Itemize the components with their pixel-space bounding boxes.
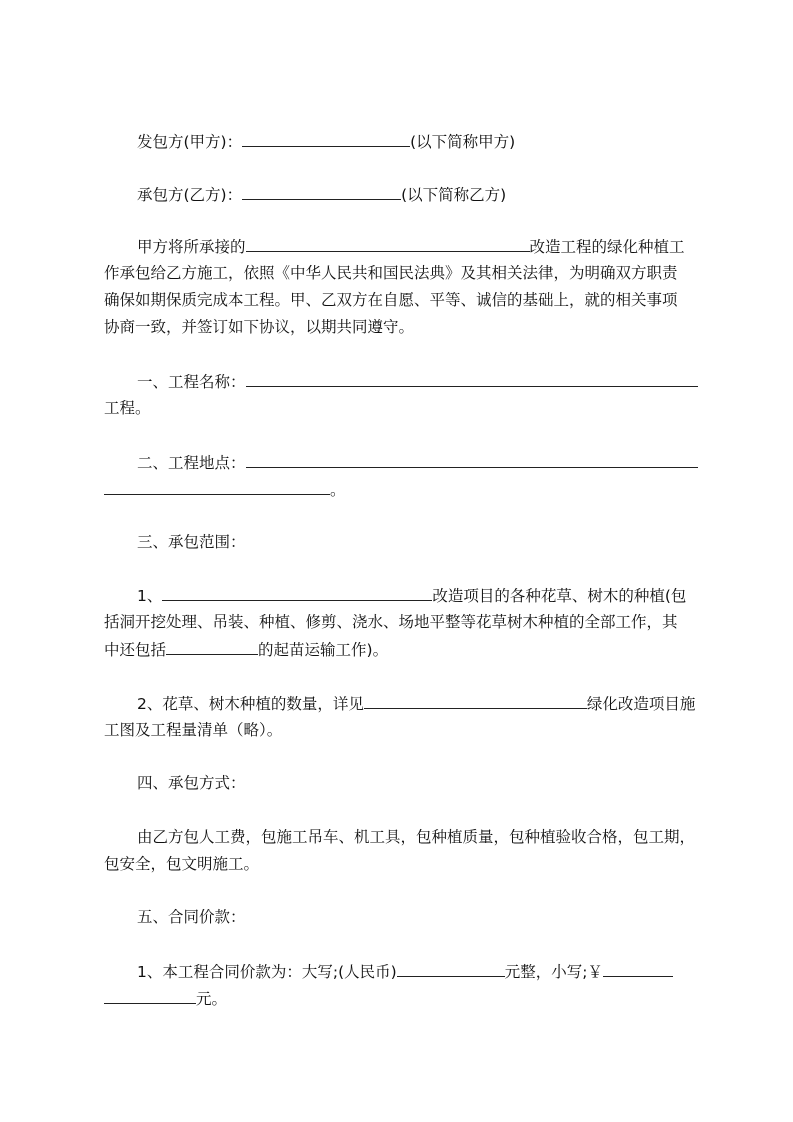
section-4-line-1: 由乙方包人工费，包施工吊车、机工具，包种植质量，包种植验收合格，包工期， — [137, 828, 696, 846]
project-blank — [246, 236, 530, 252]
intro-line-1 — [137, 236, 685, 256]
item-1-prefix: 1、 — [137, 587, 163, 605]
price-figures-blank — [603, 961, 673, 977]
intro-line-3: 确保如期保质完成本工程。甲、乙双方在自愿、平等、诚信的基础上，就的相关事项 — [104, 291, 678, 309]
section-2-cont — [104, 479, 346, 499]
item-2-suffix: 绿化改造项目施 — [586, 695, 696, 713]
item-2-prefix: 2、花草、树木种植的数量，详见 — [137, 695, 364, 713]
party-a-label: 发包方(甲方)： — [137, 133, 243, 151]
section-3-item-1-line-2: 括洞开挖处理、吊装、种植、修剪、浇水、场地平整等花草树木种植的全部工作，其 — [104, 613, 678, 631]
price-figures-blank-2 — [104, 988, 196, 1004]
transport-blank — [166, 639, 258, 655]
price-prefix: 1、本工程合同价款为：大写;(人民币) — [137, 963, 397, 981]
section-3-item-1-line-3 — [104, 639, 388, 659]
party-b-label: 承包方(乙方)： — [137, 186, 243, 204]
item-1-line-3-suffix: 的起苗运输工作)。 — [258, 641, 389, 659]
price-words-blank — [397, 961, 505, 977]
intro-line-2: 作承包给乙方施工，依照《中华人民共和国民法典》及其相关法律，为明确双方职责 — [104, 264, 678, 282]
section-5-heading: 五、合同价款： — [137, 908, 246, 926]
section-2-end: 。 — [330, 481, 346, 499]
project-location-blank-2 — [104, 479, 330, 495]
project-name-blank — [246, 371, 698, 387]
section-3-item-2-line-2: 工图及工程量清单（略）。 — [104, 721, 283, 739]
party-a-blank — [242, 131, 410, 147]
section-2-label: 二、工程地点： — [137, 454, 246, 472]
price-end: 元。 — [196, 990, 228, 1008]
project-location-blank — [246, 452, 698, 468]
item-1-text: 改造项目的各种花草、树木的种植(包 — [432, 587, 687, 605]
section-3-heading: 三、承包范围： — [137, 533, 246, 551]
section-1-line — [137, 371, 698, 391]
scope-blank — [162, 585, 432, 601]
price-mid: 元整，小写;￥ — [504, 963, 603, 981]
party-a-line — [137, 131, 515, 151]
section-3-item-1 — [137, 585, 686, 605]
section-5-item-1 — [137, 961, 673, 981]
section-3-item-2 — [137, 693, 695, 713]
section-1-label: 一、工程名称： — [137, 373, 246, 391]
party-b-blank — [242, 184, 401, 200]
party-a-suffix: (以下简称甲方) — [410, 133, 516, 151]
section-2-line — [137, 452, 698, 472]
intro-line-4: 协商一致，并签订如下协议，以期共同遵守。 — [104, 318, 415, 336]
section-4-heading: 四、承包方式： — [137, 774, 246, 792]
intro-prefix: 甲方将所承接的 — [137, 238, 246, 256]
party-b-line — [137, 184, 506, 204]
section-4-line-2: 包安全，包文明施工。 — [104, 855, 260, 873]
intro-suffix: 改造工程的绿化种植工 — [529, 238, 685, 256]
section-5-item-1-line-2 — [104, 988, 227, 1008]
item-1-line-3-prefix: 中还包括 — [104, 641, 167, 659]
drawing-blank — [364, 693, 587, 709]
section-1-cont: 工程。 — [104, 399, 151, 417]
party-b-suffix: (以下简称乙方) — [401, 186, 507, 204]
